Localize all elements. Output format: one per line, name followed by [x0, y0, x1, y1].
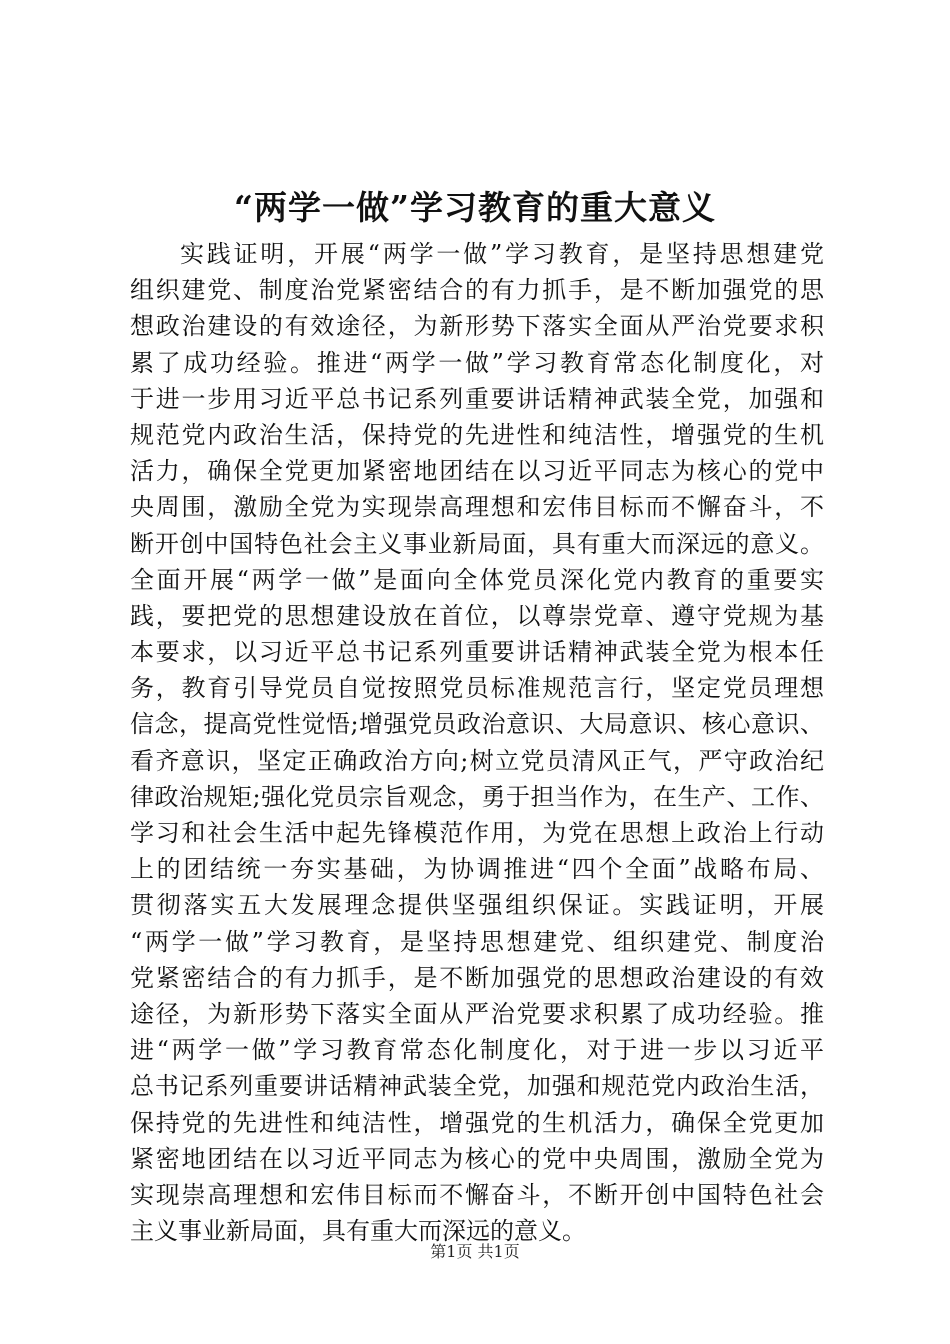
body-line: 务，教育引导党员自觉按照党员标准规范言行，坚定党员理想 — [130, 674, 824, 703]
body-line: 律政治规矩;强化党员宗旨观念，勇于担当作为，在生产、工作、 — [130, 782, 824, 811]
body-line: 看齐意识，坚定正确政治方向;树立党员清风正气，严守政治纪 — [130, 746, 824, 775]
body-line: 央周围，激励全党为实现崇高理想和宏伟目标而不懈奋斗，不 — [130, 493, 824, 522]
body-line: 主义事业新局面，具有重大而深远的意义。 — [130, 1217, 586, 1246]
body-line: 全面开展“两学一做”是面向全体党员深化党内教育的重要实 — [130, 565, 824, 594]
body-line: 本要求，以习近平总书记系列重要讲话精神武装全党为根本任 — [130, 638, 824, 667]
document-title: “两学一做”学习教育的重大意义 — [234, 188, 716, 227]
body-line: 想政治建设的有效途径，为新形势下落实全面从严治党要求积 — [130, 312, 824, 341]
body-line: 活力，确保全党更加紧密地团结在以习近平同志为核心的党中 — [130, 457, 824, 486]
page-footer: 第1页 共1页 — [430, 1242, 520, 1261]
document-body — [130, 236, 824, 1249]
body-line: 途径，为新形势下落实全面从严治党要求积累了成功经验。推 — [130, 999, 824, 1028]
body-line: 信念，提高党性觉悟;增强党员政治意识、大局意识、核心意识、 — [130, 710, 824, 739]
body-line: 紧密地团结在以习近平同志为核心的党中央周围，激励全党为 — [130, 1144, 824, 1173]
body-line: 实现崇高理想和宏伟目标而不懈奋斗，不断开创中国特色社会 — [130, 1180, 824, 1209]
body-line: 组织建党、制度治党紧密结合的有力抓手，是不断加强党的思 — [130, 276, 824, 305]
body-line: 党紧密结合的有力抓手，是不断加强党的思想政治建设的有效 — [130, 963, 824, 992]
body-line: “两学一做”学习教育，是坚持思想建党、组织建党、制度治 — [130, 927, 824, 956]
body-line: 践，要把党的思想建设放在首位，以尊崇党章、遵守党规为基 — [130, 601, 824, 630]
body-line: 实践证明，开展“两学一做”学习教育，是坚持思想建党 — [180, 240, 824, 268]
body-line: 规范党内政治生活，保持党的先进性和纯洁性，增强党的生机 — [130, 420, 824, 449]
body-line: 贯彻落实五大发展理念提供坚强组织保证。实践证明，开展 — [130, 891, 824, 920]
body-line: 于进一步用习近平总书记系列重要讲话精神武装全党，加强和 — [130, 384, 824, 413]
body-line: 总书记系列重要讲话精神武装全党，加强和规范党内政治生活， — [130, 1072, 824, 1101]
body-line: 保持党的先进性和纯洁性，增强党的生机活力，确保全党更加 — [130, 1108, 824, 1137]
body-line: 断开创中国特色社会主义事业新局面，具有重大而深远的意义。 — [130, 529, 824, 558]
body-line: 进“两学一做”学习教育常态化制度化，对于进一步以习近平 — [130, 1036, 824, 1065]
body-line: 上的团结统一夯实基础，为协调推进“四个全面”战略布局、 — [130, 855, 824, 884]
body-line: 学习和社会生活中起先锋模范作用，为党在思想上政治上行动 — [130, 819, 824, 847]
body-line: 累了成功经验。推进“两学一做”学习教育常态化制度化，对 — [130, 348, 824, 377]
